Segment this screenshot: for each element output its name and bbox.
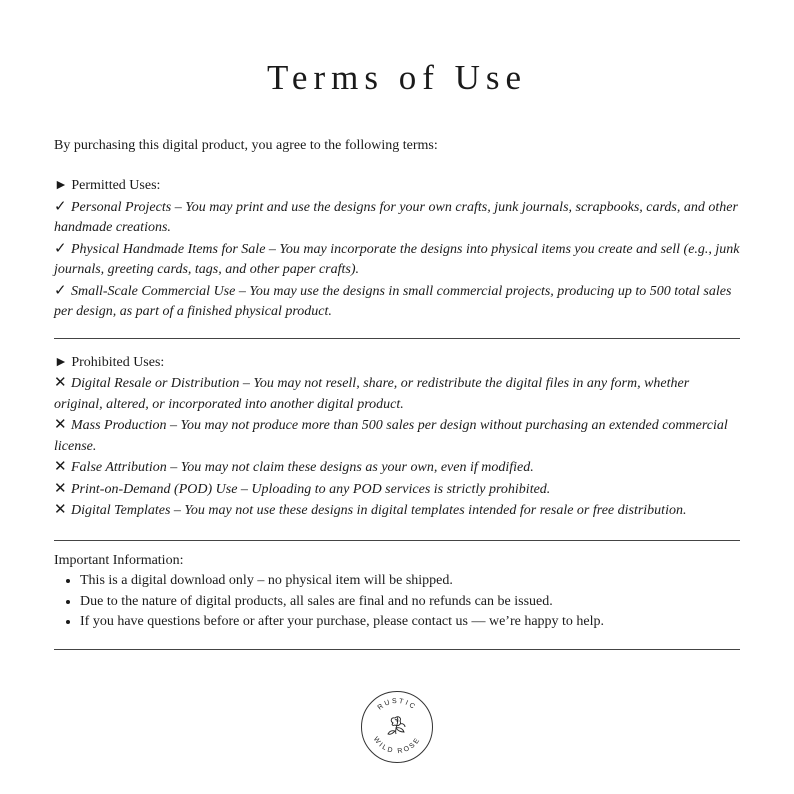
intro-text: By purchasing this digital product, you agree to the following terms: [54, 138, 438, 153]
brand-logo [360, 690, 434, 764]
cross-icon: ✕ [54, 480, 67, 497]
permitted-heading: ► Permitted Uses: [54, 178, 161, 193]
important-list [54, 571, 740, 633]
page-title: Terms of Use [266, 58, 528, 97]
logo-top-text: RUSTIC [376, 697, 418, 712]
permitted-item [54, 197, 740, 239]
cross-icon: ✕ [54, 417, 67, 433]
permitted-item-text: Physical Handmade Items for Sale – You may incorporate the designs into physical items you create and sell (e.g., junk journals, greeting cards, tags, and other paper crafts). [54, 241, 740, 277]
prohibited-list [54, 373, 740, 522]
permitted-item-text: Small-Scale Commercial Use – You may use the designs in small commercial projects, producing up to 500 total sales per design, as part of a finished physical product. [54, 283, 732, 319]
prohibited-item-text: Digital Templates – You may not use these designs in digital templates intended for resale or free distribution. [71, 503, 687, 518]
prohibited-item-text: Print-on-Demand (POD) Use – Uploading to any POD services is strictly prohibited. [71, 481, 551, 497]
cross-icon: ✕ [54, 459, 67, 475]
cross-icon: ✕ [54, 375, 67, 391]
svg-text:WILD ROSE [372, 736, 422, 755]
prohibited-item-text: Mass Production – You may not produce more than 500 sales per design without purchasing an extended commercial license. [54, 418, 728, 454]
important-item: • This is a digital download only – no physical item will be shipped. [80, 571, 740, 592]
prohibited-item-text: False Attribution – You may not claim these designs as your own, even if modified. [71, 460, 534, 475]
cross-icon: ✕ [54, 502, 67, 518]
prohibited-item [54, 479, 740, 501]
permitted-item [54, 239, 740, 281]
logo-bottom-text: WILD ROSE [371, 735, 423, 756]
rose-icon [388, 717, 405, 735]
prohibited-heading: ► Prohibited Uses: [54, 354, 165, 370]
prohibited-item [54, 415, 740, 457]
prohibited-item-text: Digital Resale or Distribution – You may not resell, share, or redistribute the digital files in any form, whether original, altered, or incorporated into another digital product. [54, 376, 690, 412]
section-divider [54, 649, 740, 650]
check-icon: ✓ [54, 240, 67, 257]
svg-text:RUSTIC [377, 698, 418, 712]
terms-document [54, 0, 740, 650]
check-icon: ✓ [54, 198, 67, 215]
check-icon: ✓ [54, 282, 67, 299]
important-item: • If you have questions before or after your purchase, please contact us — we’re happy to help. [80, 612, 740, 633]
permitted-item-text: Personal Projects – You may print and use the designs for your own crafts, junk journals, scrapbooks, cards, and other handmade creations. [54, 199, 738, 235]
important-heading: Important Information: [54, 552, 184, 568]
permitted-item [54, 281, 740, 323]
permitted-list [54, 197, 740, 323]
prohibited-item [54, 373, 740, 415]
prohibited-item [54, 500, 740, 522]
prohibited-item [54, 457, 740, 479]
important-item: • Due to the nature of digital products, all sales are final and no refunds can be issued. [80, 592, 740, 613]
